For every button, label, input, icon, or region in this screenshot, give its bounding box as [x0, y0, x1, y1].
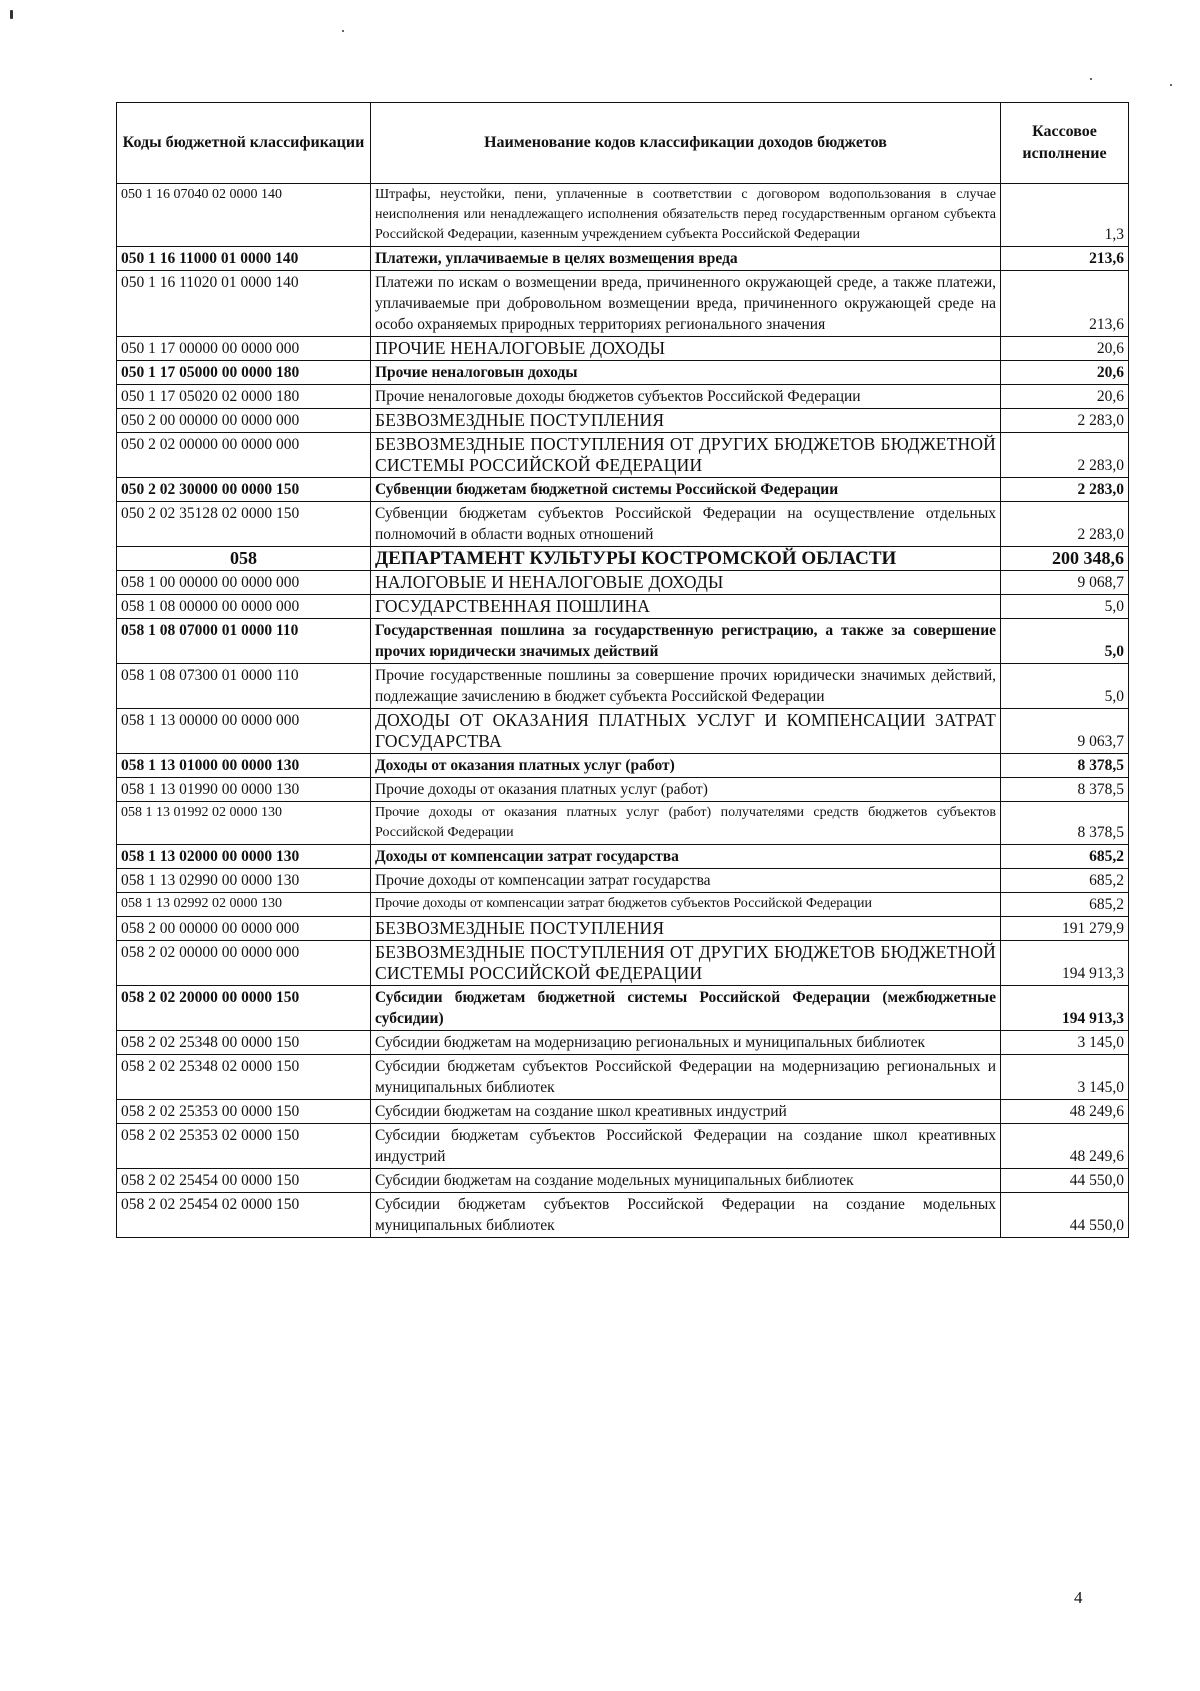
row-amount: 9 068,7 [1001, 571, 1129, 595]
table-row [117, 1055, 1129, 1100]
table-row [117, 502, 1129, 547]
header-code: Коды бюджетной классификации [117, 103, 371, 184]
table-row [117, 595, 1129, 619]
table-row [117, 664, 1129, 709]
row-amount: 2 283,0 [1001, 433, 1129, 478]
row-code: 058 2 02 25353 02 0000 150 [117, 1124, 371, 1169]
row-amount: 3 145,0 [1001, 1055, 1129, 1100]
row-name: ГОСУДАРСТВЕННАЯ ПОШЛИНА [371, 595, 1001, 619]
row-amount: 5,0 [1001, 595, 1129, 619]
row-code: 058 1 08 07300 01 0000 110 [117, 664, 371, 709]
row-amount: 20,6 [1001, 385, 1129, 409]
table-row [117, 571, 1129, 595]
row-code: 050 2 02 35128 02 0000 150 [117, 502, 371, 547]
row-name: ПРОЧИЕ НЕНАЛОГОВЫЕ ДОХОДЫ [371, 337, 1001, 361]
row-code: 050 2 02 30000 00 0000 150 [117, 478, 371, 502]
row-code: 058 1 00 00000 00 0000 000 [117, 571, 371, 595]
row-name: НАЛОГОВЫЕ И НЕНАЛОГОВЫЕ ДОХОДЫ [371, 571, 1001, 595]
row-amount: 685,2 [1001, 893, 1129, 917]
revenue-table [116, 102, 1129, 1238]
row-amount: 8 378,5 [1001, 802, 1129, 845]
table-row [117, 802, 1129, 845]
row-code: 058 1 13 01000 00 0000 130 [117, 754, 371, 778]
table-row [117, 941, 1129, 986]
row-name: Прочие доходы от компенсации затрат бюджетов субъектов Российской Федерации [371, 893, 1001, 917]
row-name: Субсидии бюджетам на создание школ креативных индустрий [371, 1100, 1001, 1124]
header-name: Наименование кодов классификации доходов бюджетов [371, 103, 1001, 184]
table-body [117, 184, 1129, 1238]
table-row [117, 184, 1129, 247]
table-row [117, 1100, 1129, 1124]
table-row [117, 1031, 1129, 1055]
row-amount: 8 378,5 [1001, 778, 1129, 802]
row-code: 058 1 08 07000 01 0000 110 [117, 619, 371, 664]
row-code: 050 1 17 00000 00 0000 000 [117, 337, 371, 361]
scan-speck [1090, 78, 1092, 80]
table-row [117, 271, 1129, 337]
table-row [117, 754, 1129, 778]
table-row [117, 619, 1129, 664]
table-row [117, 845, 1129, 869]
row-name: Субсидии бюджетам субъектов Российской Федерации на создание школ креативных индустрий [371, 1124, 1001, 1169]
page-number: 4 [1074, 1588, 1083, 1607]
row-name: Прочие неналоговын доходы [371, 361, 1001, 385]
row-amount: 2 283,0 [1001, 478, 1129, 502]
row-name: БЕЗВОЗМЕЗДНЫЕ ПОСТУПЛЕНИЯ ОТ ДРУГИХ БЮДЖЕТОВ БЮДЖЕТНОЙ СИСТЕМЫ РОССИЙСКОЙ ФЕДЕРАЦИИ [371, 433, 1001, 478]
row-amount: 1,3 [1001, 184, 1129, 247]
row-name: Субвенции бюджетам субъектов Российской Федерации на осуществление отдельных полномочий в области водных отношений [371, 502, 1001, 547]
table-row [117, 893, 1129, 917]
row-amount: 213,6 [1001, 247, 1129, 271]
row-name: Прочие неналоговые доходы бюджетов субъектов Российской Федерации [371, 385, 1001, 409]
row-amount: 8 378,5 [1001, 754, 1129, 778]
row-amount: 44 550,0 [1001, 1193, 1129, 1238]
row-amount: 5,0 [1001, 664, 1129, 709]
scan-speck [10, 10, 13, 19]
table-header-row [117, 103, 1129, 184]
row-amount: 2 283,0 [1001, 502, 1129, 547]
row-code: 050 1 16 11020 01 0000 140 [117, 271, 371, 337]
row-name: Платежи по искам о возмещении вреда, причиненного окружающей среде, а также платежи, уплачиваемые при добровольном возмещении вреда, причиненного окружающей среде на особо охраняемых природных территориях регионального значения [371, 271, 1001, 337]
row-amount: 20,6 [1001, 361, 1129, 385]
row-name: Доходы от оказания платных услуг (работ) [371, 754, 1001, 778]
row-amount: 3 145,0 [1001, 1031, 1129, 1055]
row-code: 058 2 02 25353 00 0000 150 [117, 1100, 371, 1124]
row-code: 050 1 16 11000 01 0000 140 [117, 247, 371, 271]
table-row [117, 917, 1129, 941]
table-row [117, 409, 1129, 433]
row-amount: 685,2 [1001, 845, 1129, 869]
row-code: 058 2 00 00000 00 0000 000 [117, 917, 371, 941]
row-name: Субсидии бюджетам субъектов Российской Федерации на создание модельных муниципальных библиотек [371, 1193, 1001, 1238]
row-amount: 191 279,9 [1001, 917, 1129, 941]
row-code: 050 1 17 05000 00 0000 180 [117, 361, 371, 385]
row-code: 058 2 02 00000 00 0000 000 [117, 941, 371, 986]
row-amount: 20,6 [1001, 337, 1129, 361]
row-code: 058 2 02 25348 00 0000 150 [117, 1031, 371, 1055]
table-row [117, 547, 1129, 571]
row-name: Доходы от компенсации затрат государства [371, 845, 1001, 869]
scan-speck [1170, 84, 1172, 86]
row-code: 050 1 17 05020 02 0000 180 [117, 385, 371, 409]
row-code: 058 1 13 02992 02 0000 130 [117, 893, 371, 917]
table-row [117, 385, 1129, 409]
row-name: Субсидии бюджетам на модернизацию региональных и муниципальных библиотек [371, 1031, 1001, 1055]
row-name: ДОХОДЫ ОТ ОКАЗАНИЯ ПЛАТНЫХ УСЛУГ И КОМПЕНСАЦИИ ЗАТРАТ ГОСУДАРСТВА [371, 709, 1001, 754]
table-row [117, 1169, 1129, 1193]
row-name: Прочие государственные пошлины за совершение прочих юридически значимых действий, подлежащие зачислению в бюджет субъекта Российской Федерации [371, 664, 1001, 709]
row-amount: 9 063,7 [1001, 709, 1129, 754]
row-amount: 5,0 [1001, 619, 1129, 664]
row-code: 050 2 00 00000 00 0000 000 [117, 409, 371, 433]
row-name: Субсидии бюджетам субъектов Российской Федерации на модернизацию региональных и муниципальных библиотек [371, 1055, 1001, 1100]
row-amount: 48 249,6 [1001, 1100, 1129, 1124]
row-name: Прочие доходы от компенсации затрат государства [371, 869, 1001, 893]
row-amount: 48 249,6 [1001, 1124, 1129, 1169]
table-row [117, 1193, 1129, 1238]
row-amount: 213,6 [1001, 271, 1129, 337]
table-row [117, 337, 1129, 361]
row-name: Государственная пошлина за государственную регистрацию, а также за совершение прочих юридически значимых действий [371, 619, 1001, 664]
table-row [117, 986, 1129, 1031]
row-amount: 200 348,6 [1001, 547, 1129, 571]
row-amount: 44 550,0 [1001, 1169, 1129, 1193]
row-code: 050 1 16 07040 02 0000 140 [117, 184, 371, 247]
row-code: 058 2 02 25454 02 0000 150 [117, 1193, 371, 1238]
row-amount: 685,2 [1001, 869, 1129, 893]
row-name: Субсидии бюджетам на создание модельных муниципальных библиотек [371, 1169, 1001, 1193]
row-name: ДЕПАРТАМЕНТ КУЛЬТУРЫ КОСТРОМСКОЙ ОБЛАСТИ [371, 547, 1001, 571]
row-name: Прочие доходы от оказания платных услуг (работ) [371, 778, 1001, 802]
table-row [117, 478, 1129, 502]
row-code: 058 1 13 00000 00 0000 000 [117, 709, 371, 754]
table-row [117, 869, 1129, 893]
row-code: 058 1 13 02990 00 0000 130 [117, 869, 371, 893]
row-amount: 194 913,3 [1001, 986, 1129, 1031]
header-amount: Кассовое исполнение [1001, 103, 1129, 184]
row-name: БЕЗВОЗМЕЗДНЫЕ ПОСТУПЛЕНИЯ [371, 409, 1001, 433]
row-name: Штрафы, неустойки, пени, уплаченные в соответствии с договором водопользования в случае неисполнения или ненадлежащего исполнения обязательств перед государственным органом субъекта Российской Федерации, казенным учреждением субъекта Российской Федерации [371, 184, 1001, 247]
row-code: 058 2 02 25454 00 0000 150 [117, 1169, 371, 1193]
row-code: 058 1 13 01992 02 0000 130 [117, 802, 371, 845]
row-code: 058 [117, 547, 371, 571]
row-code: 058 2 02 25348 02 0000 150 [117, 1055, 371, 1100]
row-name: БЕЗВОЗМЕЗДНЫЕ ПОСТУПЛЕНИЯ ОТ ДРУГИХ БЮДЖЕТОВ БЮДЖЕТНОЙ СИСТЕМЫ РОССИЙСКОЙ ФЕДЕРАЦИИ [371, 941, 1001, 986]
row-name: Платежи, уплачиваемые в целях возмещения вреда [371, 247, 1001, 271]
row-code: 050 2 02 00000 00 0000 000 [117, 433, 371, 478]
row-name: Субсидии бюджетам бюджетной системы Российской Федерации (межбюджетные субсидии) [371, 986, 1001, 1031]
row-name: Субвенции бюджетам бюджетной системы Российской Федерации [371, 478, 1001, 502]
table-row [117, 778, 1129, 802]
row-code: 058 1 08 00000 00 0000 000 [117, 595, 371, 619]
table-row [117, 361, 1129, 385]
row-code: 058 1 13 02000 00 0000 130 [117, 845, 371, 869]
table-row [117, 433, 1129, 478]
table-row [117, 709, 1129, 754]
scan-speck [342, 30, 344, 32]
row-code: 058 2 02 20000 00 0000 150 [117, 986, 371, 1031]
row-amount: 194 913,3 [1001, 941, 1129, 986]
row-name: Прочие доходы от оказания платных услуг (работ) получателями средств бюджетов субъектов Российской Федерации [371, 802, 1001, 845]
table-row [117, 247, 1129, 271]
row-name: БЕЗВОЗМЕЗДНЫЕ ПОСТУПЛЕНИЯ [371, 917, 1001, 941]
row-amount: 2 283,0 [1001, 409, 1129, 433]
row-code: 058 1 13 01990 00 0000 130 [117, 778, 371, 802]
table-row [117, 1124, 1129, 1169]
